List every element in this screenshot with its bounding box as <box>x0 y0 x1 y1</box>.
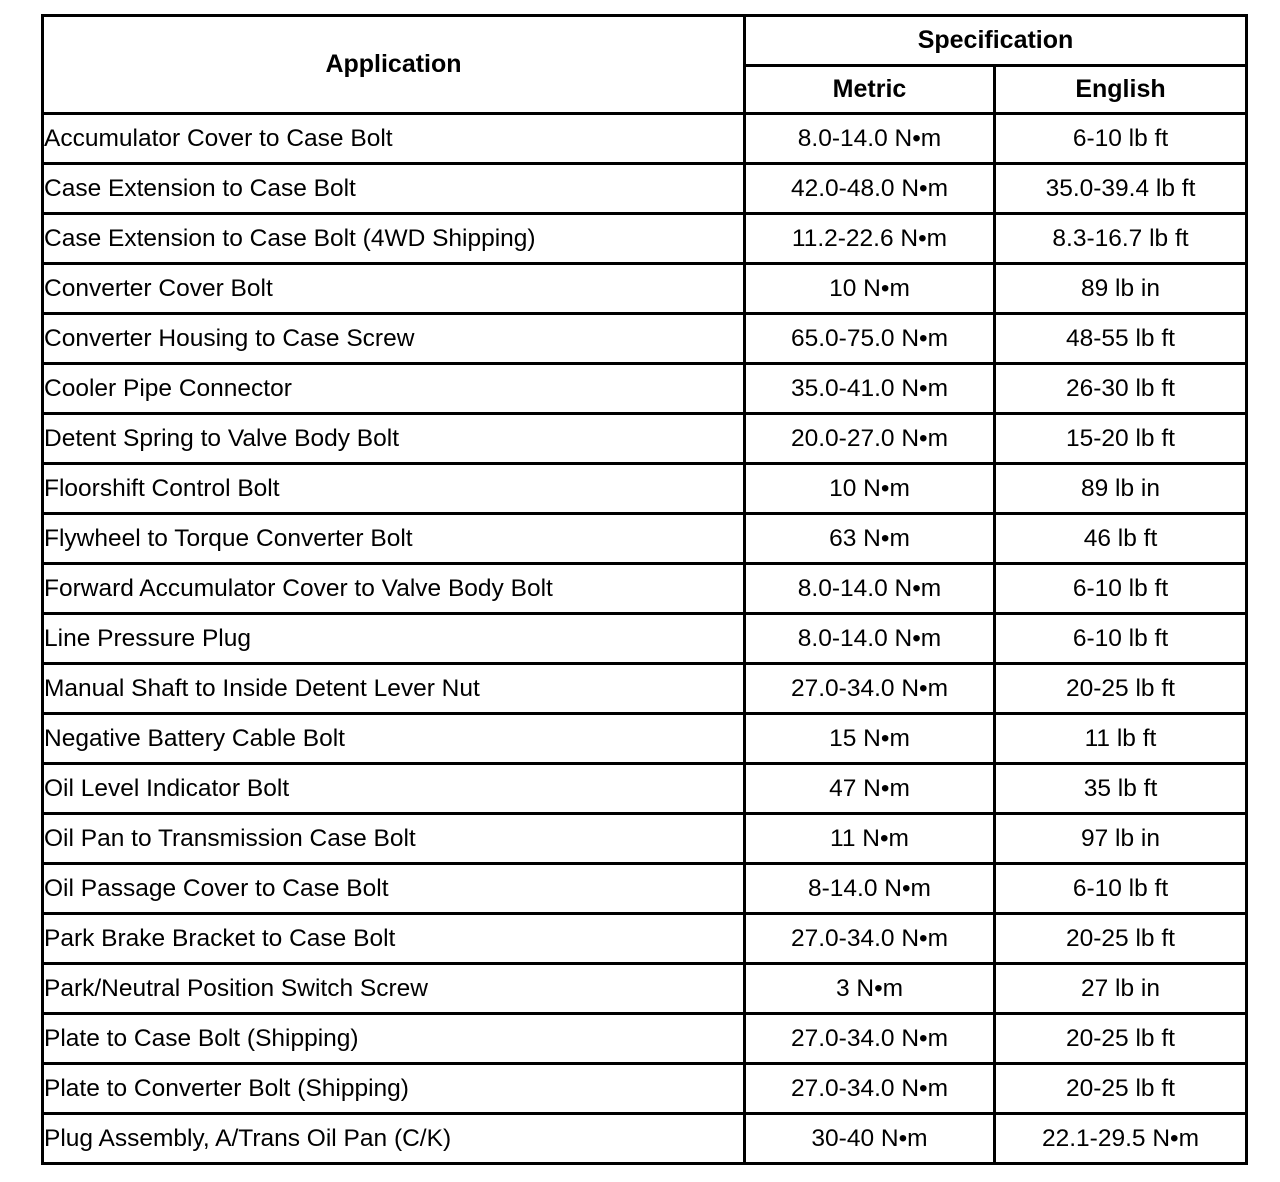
application-cell: Park Brake Bracket to Case Bolt <box>43 914 745 964</box>
english-cell: 11 lb ft <box>995 714 1247 764</box>
table-row <box>43 964 1247 1014</box>
application-cell: Plate to Converter Bolt (Shipping) <box>43 1064 745 1114</box>
metric-cell: 27.0-34.0 N•m <box>745 1014 995 1064</box>
metric-cell: 8.0-14.0 N•m <box>745 614 995 664</box>
application-cell: Accumulator Cover to Case Bolt <box>43 114 745 164</box>
table-row <box>43 564 1247 614</box>
application-cell: Line Pressure Plug <box>43 614 745 664</box>
metric-cell: 30-40 N•m <box>745 1114 995 1164</box>
table-row <box>43 414 1247 464</box>
english-cell: 89 lb in <box>995 264 1247 314</box>
english-cell: 20-25 lb ft <box>995 914 1247 964</box>
table-row <box>43 864 1247 914</box>
application-cell: Plate to Case Bolt (Shipping) <box>43 1014 745 1064</box>
metric-cell: 8.0-14.0 N•m <box>745 114 995 164</box>
english-column-header: English <box>995 66 1247 114</box>
application-cell: Converter Cover Bolt <box>43 264 745 314</box>
english-cell: 89 lb in <box>995 464 1247 514</box>
application-column-header: Application <box>43 16 745 114</box>
english-cell: 20-25 lb ft <box>995 1064 1247 1114</box>
table-row <box>43 764 1247 814</box>
application-cell: Plug Assembly, A/Trans Oil Pan (C/K) <box>43 1114 745 1164</box>
metric-cell: 65.0-75.0 N•m <box>745 314 995 364</box>
table-body <box>43 114 1247 1164</box>
table-row <box>43 1114 1247 1164</box>
application-cell: Detent Spring to Valve Body Bolt <box>43 414 745 464</box>
metric-cell: 42.0-48.0 N•m <box>745 164 995 214</box>
english-cell: 6-10 lb ft <box>995 114 1247 164</box>
table-row <box>43 114 1247 164</box>
application-cell: Negative Battery Cable Bolt <box>43 714 745 764</box>
metric-cell: 63 N•m <box>745 514 995 564</box>
table-row <box>43 614 1247 664</box>
metric-cell: 27.0-34.0 N•m <box>745 914 995 964</box>
metric-cell: 27.0-34.0 N•m <box>745 1064 995 1114</box>
english-cell: 20-25 lb ft <box>995 1014 1247 1064</box>
english-cell: 26-30 lb ft <box>995 364 1247 414</box>
metric-column-header: Metric <box>745 66 995 114</box>
application-cell: Park/Neutral Position Switch Screw <box>43 964 745 1014</box>
application-cell: Oil Pan to Transmission Case Bolt <box>43 814 745 864</box>
english-cell: 22.1-29.5 N•m <box>995 1114 1247 1164</box>
application-cell: Oil Level Indicator Bolt <box>43 764 745 814</box>
application-cell: Manual Shaft to Inside Detent Lever Nut <box>43 664 745 714</box>
english-cell: 6-10 lb ft <box>995 614 1247 664</box>
table-row <box>43 1014 1247 1064</box>
table-row <box>43 914 1247 964</box>
fastener-specification-table <box>41 14 1248 1165</box>
application-cell: Converter Housing to Case Screw <box>43 314 745 364</box>
header-row-top <box>43 16 1247 66</box>
english-cell: 97 lb in <box>995 814 1247 864</box>
metric-cell: 10 N•m <box>745 464 995 514</box>
metric-cell: 27.0-34.0 N•m <box>745 664 995 714</box>
metric-cell: 15 N•m <box>745 714 995 764</box>
table-row <box>43 214 1247 264</box>
application-cell: Flywheel to Torque Converter Bolt <box>43 514 745 564</box>
table-header <box>43 16 1247 114</box>
application-cell: Case Extension to Case Bolt (4WD Shipping) <box>43 214 745 264</box>
english-cell: 35 lb ft <box>995 764 1247 814</box>
specification-column-header: Specification <box>745 16 1247 66</box>
table-row <box>43 364 1247 414</box>
table-row <box>43 164 1247 214</box>
table-row <box>43 1064 1247 1114</box>
english-cell: 46 lb ft <box>995 514 1247 564</box>
metric-cell: 47 N•m <box>745 764 995 814</box>
table-row <box>43 714 1247 764</box>
english-cell: 35.0-39.4 lb ft <box>995 164 1247 214</box>
metric-cell: 3 N•m <box>745 964 995 1014</box>
metric-cell: 11.2-22.6 N•m <box>745 214 995 264</box>
english-cell: 20-25 lb ft <box>995 664 1247 714</box>
table-row <box>43 264 1247 314</box>
application-cell: Cooler Pipe Connector <box>43 364 745 414</box>
table-row <box>43 464 1247 514</box>
english-cell: 6-10 lb ft <box>995 864 1247 914</box>
application-cell: Forward Accumulator Cover to Valve Body Bolt <box>43 564 745 614</box>
english-cell: 6-10 lb ft <box>995 564 1247 614</box>
application-cell: Oil Passage Cover to Case Bolt <box>43 864 745 914</box>
metric-cell: 10 N•m <box>745 264 995 314</box>
metric-cell: 8-14.0 N•m <box>745 864 995 914</box>
application-cell: Floorshift Control Bolt <box>43 464 745 514</box>
english-cell: 8.3-16.7 lb ft <box>995 214 1247 264</box>
metric-cell: 11 N•m <box>745 814 995 864</box>
table-row <box>43 514 1247 564</box>
english-cell: 48-55 lb ft <box>995 314 1247 364</box>
metric-cell: 20.0-27.0 N•m <box>745 414 995 464</box>
table-row <box>43 664 1247 714</box>
application-cell: Case Extension to Case Bolt <box>43 164 745 214</box>
metric-cell: 35.0-41.0 N•m <box>745 364 995 414</box>
english-cell: 27 lb in <box>995 964 1247 1014</box>
table-row <box>43 814 1247 864</box>
english-cell: 15-20 lb ft <box>995 414 1247 464</box>
metric-cell: 8.0-14.0 N•m <box>745 564 995 614</box>
table-row <box>43 314 1247 364</box>
